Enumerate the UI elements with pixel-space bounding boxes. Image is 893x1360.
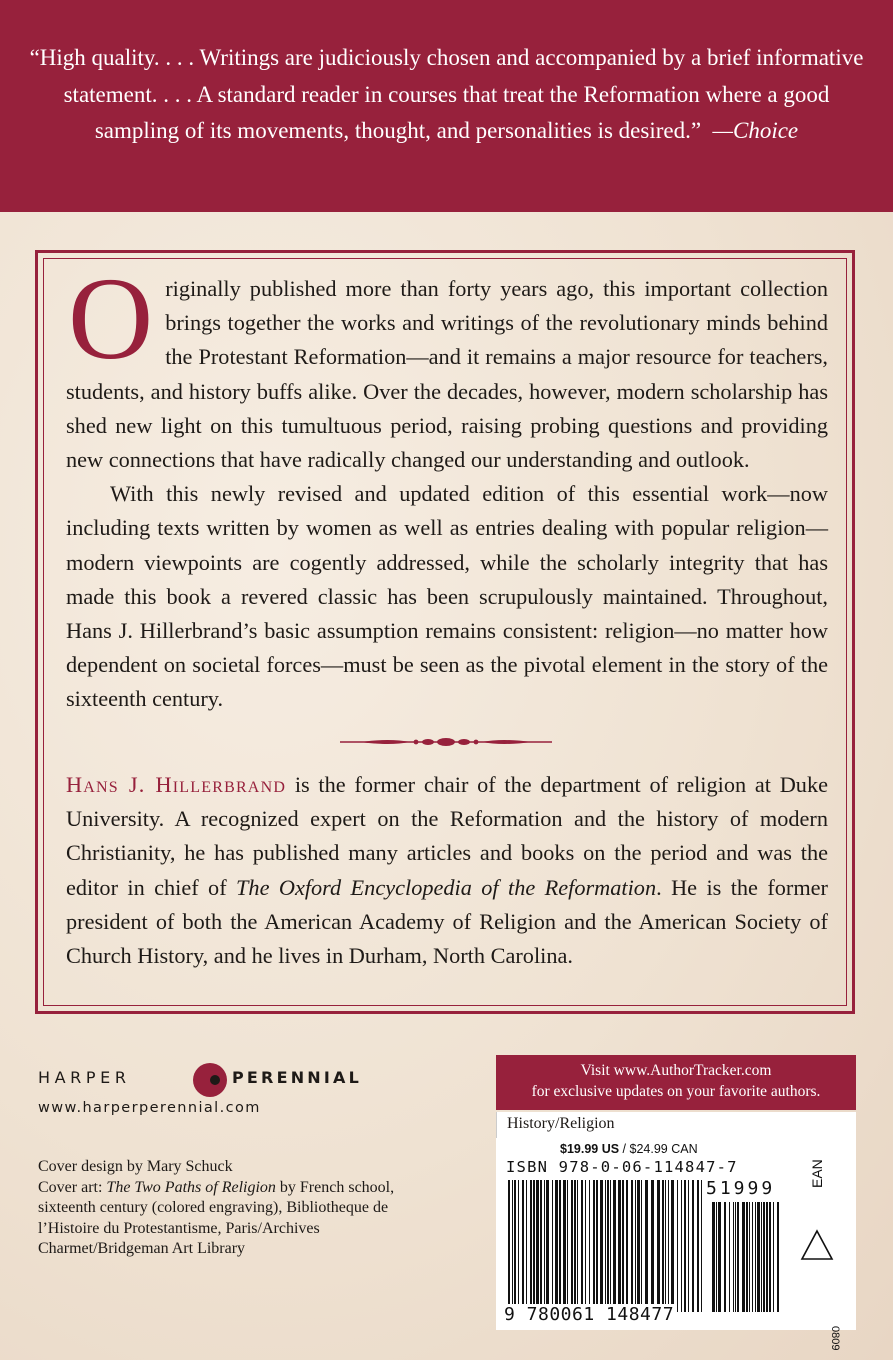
- barcode-addon-bar: [716, 1202, 717, 1312]
- barcode-bar: [559, 1180, 561, 1312]
- barcode-addon-bar: [733, 1202, 734, 1312]
- harper-perennial-logo-icon: [192, 1062, 228, 1098]
- bio-book-title: The Oxford Encyclopedia of the Reformation: [236, 874, 657, 900]
- barcode-bar: [677, 1180, 678, 1312]
- quote-banner: [0, 0, 893, 212]
- cover-credits: [38, 1157, 438, 1260]
- barcode-bar: [533, 1180, 535, 1312]
- price-addon-code: 51999: [706, 1178, 776, 1199]
- tracker-line-2: for exclusive updates on your favorite authors.: [531, 1083, 821, 1100]
- barcode-bar: [635, 1180, 636, 1312]
- barcode-bar: [613, 1180, 616, 1312]
- barcode-bar: [610, 1180, 611, 1312]
- barcode-bar: [607, 1180, 609, 1312]
- barcode-bar: [577, 1180, 578, 1312]
- barcode-addon-bar: [769, 1202, 771, 1312]
- barcode-bar: [567, 1180, 568, 1312]
- ornament-divider-icon: [340, 730, 552, 754]
- barcode-bar: [622, 1180, 624, 1312]
- cover-design-credit: Cover design by Mary Schuck: [38, 1158, 233, 1175]
- description-paragraph-2: With this newly revised and updated edition of this essential work—now including texts written by women as well as entries dealing with popular religion—modern viewpoints are cogently addressed, while the scholarly integrity that has made this book a revered classic has been scrupulously maintained. Throughout, Hans J. Hillerbrand’s basic assumption remains consistent: religion—no matter how dependent on societal forces—must be seen as the pivotal element in the story of the sixteenth century.: [66, 481, 828, 712]
- barcode-bar: [522, 1180, 524, 1312]
- barcode-bar: [512, 1180, 513, 1312]
- barcode-bar: [544, 1180, 545, 1312]
- barcode-addon-bar: [724, 1202, 726, 1312]
- barcode-addon-bar: [752, 1202, 753, 1312]
- barcode-bar: [552, 1180, 553, 1312]
- bio-text-2: . He is the former president of both the American Academy of Religion and the American Society of Church History, and he lives in Durham, North Carolina.: [66, 874, 828, 969]
- cover-art-prefix: Cover art:: [38, 1178, 107, 1196]
- barcode-digits: 9 780061 148477: [504, 1304, 675, 1325]
- review-quote: [20, 40, 873, 150]
- barcode-bar: [514, 1180, 516, 1312]
- category-box: [496, 1112, 856, 1138]
- barcode-bar: [555, 1180, 558, 1312]
- barcode-bar: [684, 1180, 686, 1312]
- logo-perennial: PERENNIAL: [232, 1068, 363, 1087]
- barcode-addon-bar: [763, 1202, 765, 1312]
- logo-harper: HARPER: [38, 1068, 131, 1087]
- barcode-box: [496, 1138, 856, 1351]
- barcode-bar: [571, 1180, 573, 1312]
- barcode-addon-bar: [712, 1202, 715, 1312]
- barcode-bar: [626, 1180, 628, 1312]
- barcode-bar: [618, 1180, 621, 1312]
- barcode-bar: [651, 1180, 654, 1312]
- barcode-bar: [530, 1180, 532, 1312]
- barcode-bar: [585, 1180, 586, 1312]
- barcode-bar: [574, 1180, 576, 1312]
- barcode-bar: [589, 1180, 590, 1312]
- barcode-bar: [563, 1180, 566, 1312]
- barcode-bar: [596, 1180, 598, 1312]
- barcode-addon-bar: [757, 1202, 760, 1312]
- price-label: [560, 1142, 698, 1156]
- cover-art-title: The Two Paths of Religion: [106, 1178, 276, 1196]
- barcode-addon-bar: [746, 1202, 748, 1312]
- barcode-bar: [701, 1180, 702, 1312]
- barcode-bar: [668, 1180, 669, 1312]
- barcode-bar: [697, 1180, 699, 1312]
- barcode-bar: [605, 1180, 606, 1312]
- bio-text-1: is the former chair of the department of religion at Duke University. A recognized expert on the Reformation and the history of modern Christianity, he has published many articles and books on the period and was the editor in chief of: [66, 772, 828, 900]
- barcode-bar: [657, 1180, 660, 1312]
- ean-label: EAN: [809, 1159, 825, 1188]
- isbn-text: ISBN 978-0-06-114847-7: [506, 1158, 738, 1176]
- barcode-addon-bar: [773, 1202, 774, 1312]
- drop-cap: O: [68, 253, 154, 384]
- barcode-bar: [508, 1180, 510, 1312]
- barcode-addon-bar: [742, 1202, 745, 1312]
- barcode-bar: [662, 1180, 664, 1312]
- barcode-bar: [600, 1180, 603, 1312]
- barcode-bar: [536, 1180, 539, 1312]
- barcode-bar: [526, 1180, 527, 1312]
- cover-art-credit: [38, 1178, 438, 1260]
- publisher-website: www.harperperennial.com: [38, 1100, 261, 1116]
- barcode-addon-bar: [737, 1202, 739, 1312]
- book-description: [66, 253, 828, 717]
- author-bio: [66, 768, 828, 973]
- tracker-line-1: Visit www.AuthorTracker.com: [580, 1062, 772, 1079]
- barcode-bar: [581, 1180, 583, 1312]
- barcode-addon-bar: [735, 1202, 736, 1312]
- barcode-bar: [681, 1180, 682, 1312]
- barcode-bar: [540, 1180, 542, 1312]
- author-tracker-box: [496, 1055, 856, 1110]
- barcode-addon-bar: [718, 1202, 721, 1312]
- barcode-bar: [593, 1180, 595, 1312]
- barcode-addon-bar: [766, 1202, 768, 1312]
- barcode-addon-bar: [749, 1202, 750, 1312]
- price-us: $19.99 US: [560, 1142, 620, 1156]
- quote-text: “High quality. . . . Writings are judiciously chosen and accompanied by a brief informative statement. . . . A standard reader in courses that treat the Reformation where a good sampling of its movements, thought, and personalities is desired.”: [29, 45, 864, 143]
- barcode-bar: [641, 1180, 642, 1312]
- price-can: / $24.99 CAN: [619, 1142, 698, 1156]
- barcode-bar: [546, 1180, 549, 1312]
- barcode-addon-bar: [755, 1202, 756, 1312]
- category-label: History/Religion: [507, 1115, 615, 1132]
- quote-attribution: —Choice: [712, 118, 799, 143]
- barcode-bar: [645, 1180, 648, 1312]
- author-name: Hans J. Hillerbrand: [66, 772, 287, 797]
- cover-art-rest: by French school, sixteenth century (colored engraving), Bibliotheque de l’Histoire du Protestantisme, Paris/Archives Charmet/Bridgeman Art Library: [38, 1178, 395, 1258]
- barcode-addon-bar: [777, 1202, 779, 1312]
- barcode-bar: [688, 1180, 689, 1312]
- barcode-bar: [631, 1180, 633, 1312]
- print-code: 0809: [829, 1326, 841, 1351]
- barcode-icon: [506, 1180, 796, 1320]
- barcode-bar: [692, 1180, 694, 1312]
- publisher-logo: [38, 1062, 398, 1098]
- barcode-bar: [671, 1180, 674, 1312]
- triangle-icon: [799, 1228, 835, 1262]
- description-paragraph-1: riginally published more than forty years ago, this important collection brings together the works and writings of the revolutionary minds behind the Protestant Reformation—and it remains a major resource for teachers, students, and history buffs alike. Over the decades, however, modern scholarship has shed new light on this tumultuous period, raising probing questions and providing new connections that have radically changed our understanding and outlook.: [66, 276, 828, 473]
- barcode-bar: [518, 1180, 519, 1312]
- barcode-bar: [637, 1180, 640, 1312]
- barcode-bar: [665, 1180, 666, 1312]
- barcode-addon-bar: [761, 1202, 762, 1312]
- barcode-addon-bar: [729, 1202, 730, 1312]
